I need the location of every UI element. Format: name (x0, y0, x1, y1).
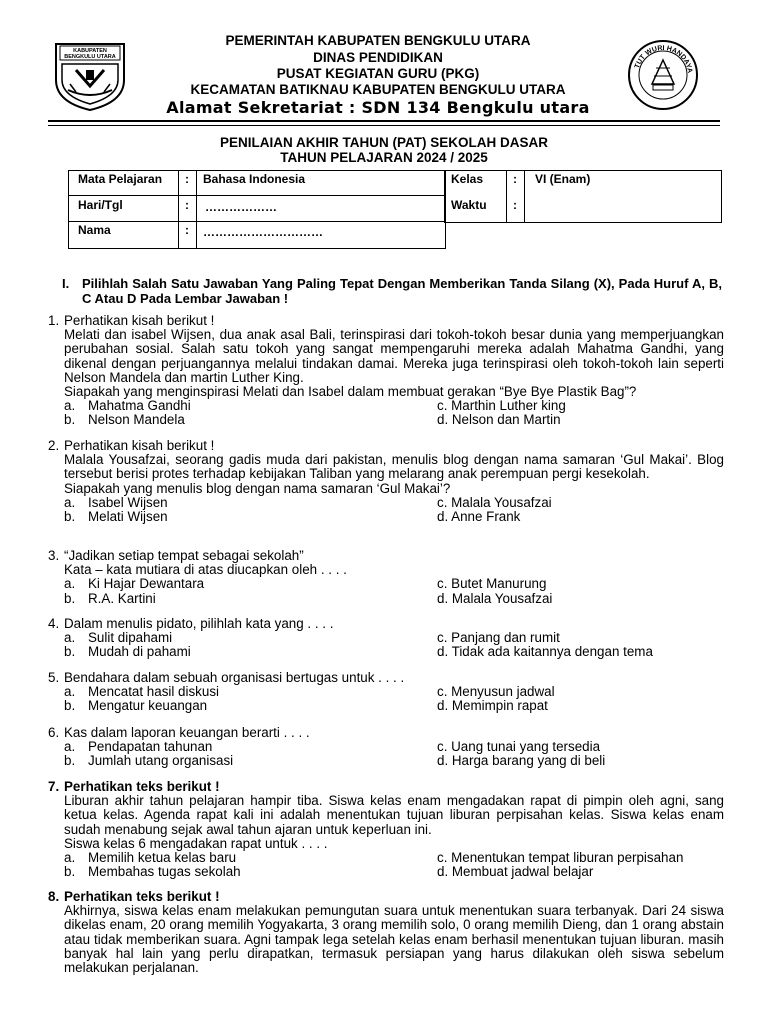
option-c[interactable]: c. Malala Yousafzai (437, 494, 552, 510)
option-c[interactable]: c. Menentukan tempat liburan perpisahan (437, 850, 684, 866)
option-b[interactable]: R.A. Kartini (88, 590, 156, 606)
option-c[interactable]: c. Butet Manurung (437, 576, 547, 592)
option-letter: a. (64, 576, 76, 592)
question-passage: Melati dan isabel Wijsen, dua anak asal Bali, terinspirasi dari tokoh-tokoh besar dunia yang memperjuangkan perubahan sosial. Salah satu tokoh yang sangat mempengaruhi mereka adalah Mahatma Gandhi, yang dikenal dengan perjuangannya melalui tindakan damai. Mereka juga terinspirasi oleh tokoh-tokoh lain seperti Nelson Mandela dan martin Luther King. (64, 327, 724, 385)
question-stem: Dalam menulis pidato, pilihlah kata yang . . . . (64, 616, 334, 631)
option-a[interactable]: Sulit dipahami (88, 630, 173, 646)
option-letter: b. (64, 509, 76, 524)
row-divider (68, 195, 445, 196)
question-passage: Liburan akhir tahun pelajaran hampir tiba. Siswa kelas enam mengadakan rapat di pimpin oleh agni, sang ketua kelas. Agenda rapat kali ini adalah menentukan tujuan liburan perpisahan kelas. Siswa kelas enam sudah menabung sejak awal tahun ajaran untuk keperluan ini. (64, 793, 724, 837)
question-prompt: Perhatikan teks berikut ! (64, 779, 220, 794)
question-passage: Akhirnya, siswa kelas enam melakukan pemungutan suara untuk menentukan suara terbanyak. Dari 24 siswa dikelas enam, 20 orang memilih Yogyakarta, 3 orang memilih solo, 0 orang memilih Dieng, dan 1 orang abstain atau tidak memberikan suara. Agni tampak lega setelah kelas enam berhasil menentukan tujuan liburan. masih banyak hal lain yang perlu dirapatkan, termasuk persiapan yang harus dilakukan oleh siswa sebelum melakukan perjalanan. (64, 903, 724, 976)
option-letter: a. (64, 684, 76, 700)
option-c[interactable]: c. Menyusun jadwal (437, 684, 555, 700)
option-a[interactable]: Pendapatan tahunan (88, 739, 213, 755)
question-quote: “Jadikan setiap tempat sebagai sekolah” (64, 548, 304, 563)
option-c[interactable]: c. Panjang dan rumit (437, 630, 560, 646)
colon: : (513, 172, 517, 186)
option-letter: b. (64, 864, 76, 880)
option-c[interactable]: c. Marthin Luther king (437, 398, 566, 414)
question-stem: Siswa kelas 6 mengadakan rapat untuk . . . . (64, 835, 328, 851)
option-a[interactable]: Isabel Wijsen (88, 494, 168, 510)
option-d[interactable]: d. Malala Yousafzai (437, 590, 553, 606)
option-c[interactable]: c. Uang tunai yang tersedia (437, 739, 601, 755)
option-letter: b. (64, 753, 76, 769)
header-address: Alamat Sekretariat : SDN 134 Bengkulu utara (166, 98, 590, 117)
class-label: Kelas (451, 172, 484, 186)
date-label: Hari/Tgl (78, 198, 123, 212)
date-value[interactable]: ……………… (205, 200, 277, 214)
question-stem: Kata – kata mutiara di atas diucapkan oleh . . . . (64, 562, 347, 578)
subject-value: Bahasa Indonesia (203, 172, 306, 186)
option-a[interactable]: Mahatma Gandhi (88, 398, 191, 414)
option-b[interactable]: Jumlah utang organisasi (88, 753, 234, 769)
question-stem: Siapakah yang menginspirasi Melati dan Isabel dalam membuat gerakan “Bye Bye Plastik Bag”? (64, 384, 637, 400)
colon: : (513, 198, 517, 212)
question-passage: Malala Yousafzai, seorang gadis muda dari pakistan, menulis blog dengan nama samaran ‘Gul Makai’. Blog tersebut berisi protes terhadap kebijakan Taliban yang melarang anak perempuan pergi kesekolah. (64, 452, 724, 482)
svg-text:KABUPATEN: KABUPATEN (73, 48, 107, 54)
question-number: 6. (48, 725, 60, 740)
option-a[interactable]: Ki Hajar Dewantara (88, 576, 205, 592)
section-number: I. (62, 276, 70, 291)
option-letter: a. (64, 850, 76, 866)
question-number: 1. (48, 313, 60, 328)
option-d[interactable]: d. Harga barang yang di beli (437, 753, 606, 769)
question-stem: Bendahara dalam sebuah organisasi bertugas untuk . . . . (64, 670, 405, 685)
question-prompt: Perhatikan teks berikut ! (64, 889, 220, 904)
option-letter: b. (64, 644, 76, 660)
option-b[interactable]: Melati Wijsen (88, 509, 168, 524)
option-letter: b. (64, 698, 76, 714)
col-divider (524, 170, 525, 222)
option-letter: a. (64, 739, 76, 755)
header-department: DINAS PENDIDIKAN (313, 50, 443, 65)
colon: : (185, 223, 189, 237)
option-d[interactable]: d. Nelson dan Martin (437, 412, 561, 428)
question-stem: Siapakah yang menulis blog dengan nama samaran ‘Gul Makai’? (64, 480, 451, 496)
option-d[interactable]: d. Memimpin rapat (437, 698, 548, 714)
header-thick-rule (48, 120, 720, 122)
question-number: 7. (48, 779, 60, 794)
option-letter: b. (64, 412, 76, 428)
col-divider (178, 170, 179, 248)
question-number: 4. (48, 616, 60, 631)
colon: : (185, 172, 189, 186)
option-d[interactable]: d. Anne Frank (437, 509, 521, 524)
regency-crest-logo (50, 40, 130, 110)
question-number: 3. (48, 548, 60, 563)
option-a[interactable]: Memilih ketua kelas baru (88, 850, 237, 866)
option-d[interactable]: d. Membuat jadwal belajar (437, 864, 594, 880)
option-a[interactable]: Mencatat hasil diskusi (88, 684, 219, 700)
class-value: VI (Enam) (535, 172, 591, 186)
row-divider (68, 221, 445, 222)
header-center: PUSAT KEGIATAN GURU (PKG) (276, 66, 480, 81)
question-prompt: Perhatikan kisah berikut ! (64, 313, 215, 328)
option-letter: b. (64, 590, 76, 606)
question-number: 2. (48, 438, 60, 453)
tut-wuri-handayani-logo (626, 38, 700, 112)
svg-text:BENGKULU UTARA: BENGKULU UTARA (64, 54, 116, 60)
option-b[interactable]: Membahas tugas sekolah (88, 864, 241, 880)
option-b[interactable]: Mengatur keuangan (88, 698, 208, 714)
subject-label: Mata Pelajaran (78, 172, 163, 186)
question-number: 5. (48, 670, 60, 685)
name-label: Nama (78, 223, 111, 237)
question-stem: Kas dalam laporan keuangan berarti . . . . (64, 725, 310, 740)
time-label: Waktu (451, 198, 487, 212)
header-thin-rule (48, 125, 720, 126)
exam-year: TAHUN PELAJARAN 2024 / 2025 (280, 150, 488, 165)
col-divider (196, 170, 197, 248)
col-divider (506, 170, 507, 222)
option-b[interactable]: Mudah di pahami (88, 644, 191, 660)
instruction-text: Pilihlah Salah Satu Jawaban Yang Paling Tepat Dengan Memberikan Tanda Silang (X), Pada Huruf A, B, C Atau D Pada Lembar Jawaban ! (82, 276, 722, 306)
option-letter: a. (64, 630, 76, 646)
svg-text:TUT WURI HANDAYANI: TUT WURI HANDAYA (633, 44, 693, 74)
option-b[interactable]: Nelson Mandela (88, 412, 185, 428)
question-number: 8. (48, 889, 60, 904)
name-value[interactable]: ………………………… (203, 225, 323, 239)
option-d[interactable]: d. Tidak ada kaitannya dengan tema (437, 644, 653, 660)
option-letter: a. (64, 398, 76, 414)
exam-title: PENILAIAN AKHIR TAHUN (PAT) SEKOLAH DASAR (220, 135, 548, 150)
header-district: KECAMATAN BATIKNAU KABUPATEN BENGKULU UTARA (190, 82, 566, 97)
option-letter: a. (64, 494, 76, 510)
question-prompt: Perhatikan kisah berikut ! (64, 438, 215, 453)
header-government: PEMERINTAH KABUPATEN BENGKULU UTARA (225, 33, 531, 48)
colon: : (185, 198, 189, 212)
